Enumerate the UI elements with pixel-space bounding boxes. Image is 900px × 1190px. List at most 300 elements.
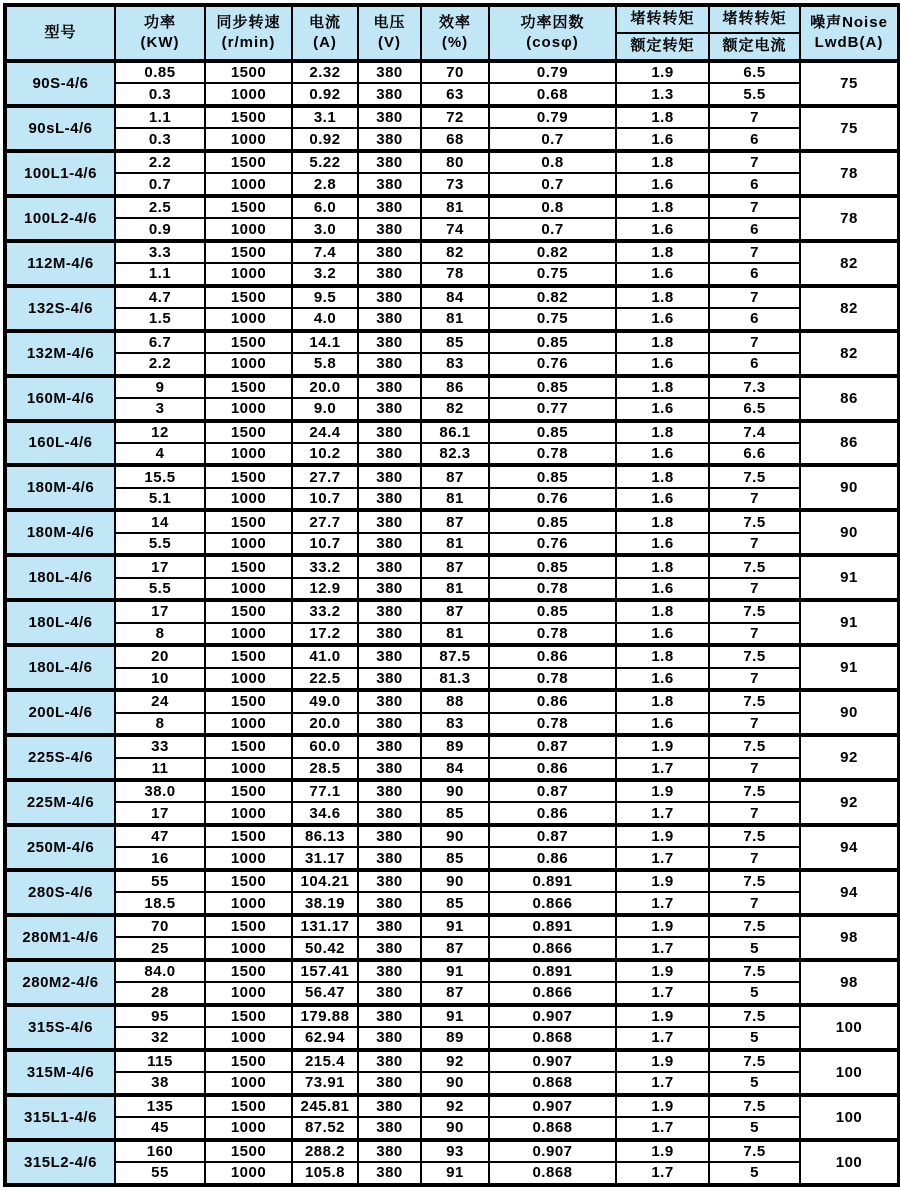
header-row [5,5,899,61]
current-ratio-cell: 7 [709,286,800,308]
power-factor-cell: 0.8 [489,196,616,218]
torque-ratio-cell: 1.6 [616,533,709,555]
model-cell: 280M2-4/6 [5,960,115,1005]
current-ratio-cell: 6 [709,128,800,150]
torque-ratio-cell: 1.6 [616,308,709,330]
current-cell: 0.92 [292,128,358,150]
table-row [5,623,899,645]
power-cell: 24 [115,690,205,712]
current-ratio-cell: 7 [709,758,800,780]
noise-cell: 82 [800,241,899,286]
voltage-cell: 380 [358,578,421,600]
current-ratio-cell: 7 [709,892,800,914]
torque-ratio-cell: 1.9 [616,780,709,802]
power-factor-cell: 0.85 [489,555,616,577]
current-cell: 28.5 [292,758,358,780]
table-row [5,83,899,105]
table-row [5,308,899,330]
power-factor-cell: 0.7 [489,173,616,195]
power-factor-cell: 0.78 [489,713,616,735]
power-cell: 1.1 [115,263,205,285]
speed-cell: 1500 [205,510,292,532]
header-model-label: 型号 [44,23,77,41]
table-row [5,106,899,128]
voltage-cell: 380 [358,1117,421,1139]
efficiency-cell: 82 [421,241,489,263]
torque-ratio-cell: 1.9 [616,825,709,847]
speed-cell: 1000 [205,398,292,420]
voltage-cell: 380 [358,1140,421,1162]
efficiency-cell: 91 [421,915,489,937]
current-cell: 10.7 [292,533,358,555]
current-cell: 38.19 [292,892,358,914]
current-ratio-cell: 7 [709,151,800,173]
table-row [5,398,899,420]
current-cell: 215.4 [292,1050,358,1072]
efficiency-cell: 72 [421,106,489,128]
table-row [5,1117,899,1139]
speed-cell: 1500 [205,61,292,83]
torque-ratio-cell: 1.8 [616,465,709,487]
torque-ratio-cell: 1.8 [616,286,709,308]
speed-cell: 1500 [205,1095,292,1117]
torque-ratio-cell: 1.7 [616,802,709,824]
power-factor-cell: 0.85 [489,600,616,622]
power-factor-cell: 0.79 [489,61,616,83]
voltage-cell: 380 [358,1072,421,1094]
voltage-cell: 380 [358,106,421,128]
power-factor-cell: 0.907 [489,1005,616,1027]
power-cell: 45 [115,1117,205,1139]
efficiency-cell: 80 [421,151,489,173]
power-cell: 160 [115,1140,205,1162]
current-ratio-cell: 7 [709,241,800,263]
current-ratio-cell: 5 [709,1117,800,1139]
power-cell: 5.5 [115,533,205,555]
current-ratio-cell: 7 [709,331,800,353]
table-row [5,937,899,959]
speed-cell: 1500 [205,690,292,712]
power-factor-cell: 0.891 [489,960,616,982]
power-cell: 15.5 [115,465,205,487]
voltage-cell: 380 [358,713,421,735]
voltage-cell: 380 [358,915,421,937]
speed-cell: 1000 [205,847,292,869]
table-row [5,286,899,308]
current-cell: 22.5 [292,668,358,690]
table-row [5,802,899,824]
model-cell: 180L-4/6 [5,555,115,600]
noise-cell: 75 [800,61,899,106]
power-cell: 6.7 [115,331,205,353]
speed-cell: 1500 [205,196,292,218]
efficiency-cell: 87 [421,555,489,577]
locked-torque-ratio-denominator: 额定转矩 [617,32,708,59]
current-ratio-cell: 7 [709,196,800,218]
current-cell: 9.5 [292,286,358,308]
noise-cell: 94 [800,870,899,915]
power-factor-cell: 0.85 [489,421,616,443]
table-row [5,1027,899,1049]
table-header [5,5,899,61]
power-factor-cell: 0.79 [489,106,616,128]
current-ratio-cell: 7.5 [709,1140,800,1162]
table-row [5,128,899,150]
noise-cell: 92 [800,735,899,780]
efficiency-cell: 83 [421,353,489,375]
table-row [5,713,899,735]
voltage-cell: 380 [358,600,421,622]
efficiency-cell: 73 [421,173,489,195]
current-ratio-cell: 5 [709,937,800,959]
torque-ratio-cell: 1.9 [616,735,709,757]
table-row [5,151,899,173]
voltage-cell: 380 [358,286,421,308]
efficiency-cell: 81 [421,623,489,645]
efficiency-cell: 81 [421,533,489,555]
power-cell: 5.5 [115,578,205,600]
speed-cell: 1500 [205,555,292,577]
power-cell: 16 [115,847,205,869]
speed-cell: 1000 [205,937,292,959]
speed-cell: 1000 [205,353,292,375]
speed-cell: 1500 [205,735,292,757]
power-factor-cell: 0.907 [489,1050,616,1072]
torque-ratio-cell: 1.6 [616,713,709,735]
table-row [5,1005,899,1027]
current-ratio-cell: 6 [709,263,800,285]
torque-ratio-cell: 1.6 [616,623,709,645]
current-ratio-cell: 7.5 [709,780,800,802]
speed-cell: 1500 [205,465,292,487]
torque-ratio-cell: 1.6 [616,398,709,420]
power-cell: 0.3 [115,83,205,105]
locked-current-ratio-denominator: 额定电流 [710,32,799,59]
voltage-cell: 380 [358,1162,421,1185]
torque-ratio-cell: 1.9 [616,1050,709,1072]
current-cell: 12.9 [292,578,358,600]
torque-ratio-cell: 1.9 [616,1005,709,1027]
efficiency-cell: 74 [421,218,489,240]
table-row [5,533,899,555]
torque-ratio-cell: 1.8 [616,645,709,667]
current-ratio-cell: 7.5 [709,645,800,667]
power-cell: 0.9 [115,218,205,240]
power-cell: 0.7 [115,173,205,195]
speed-cell: 1500 [205,600,292,622]
torque-ratio-cell: 1.7 [616,982,709,1004]
power-factor-cell: 0.87 [489,735,616,757]
voltage-cell: 380 [358,263,421,285]
power-factor-cell: 0.87 [489,780,616,802]
power-cell: 10 [115,668,205,690]
voltage-cell: 380 [358,61,421,83]
current-ratio-cell: 7.5 [709,1050,800,1072]
table-row [5,1140,899,1162]
current-ratio-cell: 6 [709,308,800,330]
noise-cell: 94 [800,825,899,870]
table-row [5,960,899,982]
efficiency-cell: 84 [421,758,489,780]
voltage-cell: 380 [358,331,421,353]
current-ratio-cell: 7.5 [709,870,800,892]
current-cell: 288.2 [292,1140,358,1162]
power-factor-cell: 0.68 [489,83,616,105]
speed-cell: 1500 [205,645,292,667]
voltage-cell: 380 [358,128,421,150]
voltage-cell: 380 [358,758,421,780]
speed-cell: 1000 [205,1162,292,1185]
header-power-factor: 功率因数 (cosφ) [489,5,616,61]
efficiency-cell: 87 [421,510,489,532]
header-locked-torque-ratio [616,5,709,61]
power-cell: 33 [115,735,205,757]
torque-ratio-cell: 1.7 [616,1162,709,1185]
current-ratio-cell: 7 [709,488,800,510]
table-row [5,241,899,263]
current-ratio-cell: 7 [709,106,800,128]
noise-cell: 82 [800,331,899,376]
noise-cell: 100 [800,1140,899,1186]
power-factor-cell: 0.868 [489,1072,616,1094]
current-cell: 20.0 [292,713,358,735]
speed-cell: 1000 [205,263,292,285]
efficiency-cell: 87 [421,982,489,1004]
model-cell: 315S-4/6 [5,1005,115,1050]
current-cell: 62.94 [292,1027,358,1049]
voltage-cell: 380 [358,308,421,330]
header-current: 电流 (A) [292,5,358,61]
locked-current-ratio-numerator: 堵转转矩 [722,10,787,28]
speed-cell: 1500 [205,241,292,263]
power-factor-cell: 0.891 [489,915,616,937]
power-factor-cell: 0.76 [489,488,616,510]
header-efficiency: 效率 (%) [421,5,489,61]
speed-cell: 1500 [205,1140,292,1162]
voltage-cell: 380 [358,1005,421,1027]
table-row [5,982,899,1004]
power-factor-cell: 0.75 [489,263,616,285]
efficiency-cell: 92 [421,1050,489,1072]
speed-cell: 1500 [205,421,292,443]
current-ratio-cell: 7.3 [709,376,800,398]
speed-cell: 1000 [205,668,292,690]
current-ratio-cell: 6 [709,173,800,195]
torque-ratio-cell: 1.8 [616,421,709,443]
model-cell: 100L2-4/6 [5,196,115,241]
power-factor-cell: 0.82 [489,286,616,308]
table-row [5,353,899,375]
efficiency-cell: 83 [421,713,489,735]
noise-cell: 86 [800,376,899,421]
torque-ratio-cell: 1.8 [616,196,709,218]
voltage-cell: 380 [358,533,421,555]
table-row [5,780,899,802]
efficiency-cell: 89 [421,735,489,757]
power-factor-cell: 0.75 [489,308,616,330]
power-factor-cell: 0.85 [489,376,616,398]
current-ratio-cell: 7 [709,533,800,555]
torque-ratio-cell: 1.6 [616,668,709,690]
torque-ratio-cell: 1.9 [616,1140,709,1162]
table-row [5,488,899,510]
torque-ratio-cell: 1.9 [616,870,709,892]
torque-ratio-cell: 1.6 [616,263,709,285]
power-cell: 84.0 [115,960,205,982]
power-factor-cell: 0.866 [489,937,616,959]
power-factor-cell: 0.77 [489,398,616,420]
noise-cell: 98 [800,960,899,1005]
current-cell: 77.1 [292,780,358,802]
current-cell: 10.7 [292,488,358,510]
model-cell: 200L-4/6 [5,690,115,735]
current-cell: 24.4 [292,421,358,443]
current-ratio-cell: 7.5 [709,555,800,577]
speed-cell: 1500 [205,286,292,308]
efficiency-cell: 81 [421,578,489,600]
current-cell: 31.17 [292,847,358,869]
model-cell: 315L2-4/6 [5,1140,115,1186]
current-ratio-cell: 7 [709,847,800,869]
voltage-cell: 380 [358,555,421,577]
speed-cell: 1000 [205,443,292,465]
table-row [5,331,899,353]
power-cell: 38.0 [115,780,205,802]
current-cell: 14.1 [292,331,358,353]
current-cell: 3.2 [292,263,358,285]
torque-ratio-cell: 1.6 [616,578,709,600]
table-row [5,892,899,914]
power-factor-cell: 0.868 [489,1027,616,1049]
speed-cell: 1000 [205,1117,292,1139]
current-cell: 73.91 [292,1072,358,1094]
model-cell: 132S-4/6 [5,286,115,331]
torque-ratio-cell: 1.6 [616,218,709,240]
current-cell: 245.81 [292,1095,358,1117]
speed-cell: 1500 [205,1050,292,1072]
current-cell: 33.2 [292,555,358,577]
speed-cell: 1000 [205,308,292,330]
power-cell: 0.3 [115,128,205,150]
table-row [5,421,899,443]
current-ratio-cell: 7.5 [709,465,800,487]
current-cell: 2.8 [292,173,358,195]
power-factor-cell: 0.78 [489,443,616,465]
power-cell: 18.5 [115,892,205,914]
locked-torque-ratio-numerator: 堵转转矩 [630,10,695,28]
power-factor-cell: 0.87 [489,825,616,847]
efficiency-cell: 84 [421,286,489,308]
power-cell: 28 [115,982,205,1004]
power-factor-cell: 0.868 [489,1162,616,1185]
speed-cell: 1000 [205,758,292,780]
power-cell: 70 [115,915,205,937]
voltage-cell: 380 [358,151,421,173]
power-cell: 0.85 [115,61,205,83]
power-factor-cell: 0.86 [489,758,616,780]
model-cell: 180M-4/6 [5,465,115,510]
table-row [5,600,899,622]
noise-cell: 90 [800,690,899,735]
torque-ratio-cell: 1.8 [616,600,709,622]
power-cell: 5.1 [115,488,205,510]
current-cell: 27.7 [292,465,358,487]
current-ratio-cell: 7.5 [709,510,800,532]
voltage-cell: 380 [358,870,421,892]
torque-ratio-cell: 1.8 [616,106,709,128]
current-cell: 5.8 [292,353,358,375]
model-cell: 100L1-4/6 [5,151,115,196]
speed-cell: 1000 [205,533,292,555]
header-voltage: 电压 (V) [358,5,421,61]
current-ratio-cell: 5.5 [709,83,800,105]
torque-ratio-cell: 1.6 [616,443,709,465]
table-row [5,173,899,195]
voltage-cell: 380 [358,780,421,802]
power-factor-cell: 0.866 [489,892,616,914]
power-cell: 20 [115,645,205,667]
current-ratio-cell: 6.6 [709,443,800,465]
efficiency-cell: 89 [421,1027,489,1049]
table-row [5,61,899,83]
model-cell: 225S-4/6 [5,735,115,780]
voltage-cell: 380 [358,173,421,195]
torque-ratio-cell: 1.6 [616,128,709,150]
noise-cell: 92 [800,780,899,825]
efficiency-cell: 91 [421,1005,489,1027]
efficiency-cell: 68 [421,128,489,150]
torque-ratio-cell: 1.9 [616,1095,709,1117]
efficiency-cell: 87 [421,465,489,487]
voltage-cell: 380 [358,802,421,824]
voltage-cell: 380 [358,353,421,375]
speed-cell: 1500 [205,960,292,982]
voltage-cell: 380 [358,83,421,105]
torque-ratio-cell: 1.8 [616,510,709,532]
speed-cell: 1000 [205,83,292,105]
voltage-cell: 380 [358,847,421,869]
current-cell: 4.0 [292,308,358,330]
efficiency-cell: 87.5 [421,645,489,667]
current-cell: 34.6 [292,802,358,824]
table-row [5,735,899,757]
power-cell: 135 [115,1095,205,1117]
current-ratio-cell: 7 [709,802,800,824]
speed-cell: 1000 [205,173,292,195]
table-row [5,870,899,892]
torque-ratio-cell: 1.7 [616,892,709,914]
torque-ratio-cell: 1.8 [616,555,709,577]
speed-cell: 1500 [205,915,292,937]
power-factor-cell: 0.85 [489,510,616,532]
voltage-cell: 380 [358,735,421,757]
voltage-cell: 380 [358,690,421,712]
speed-cell: 1500 [205,106,292,128]
torque-ratio-cell: 1.7 [616,1027,709,1049]
noise-cell: 91 [800,600,899,645]
efficiency-cell: 85 [421,847,489,869]
power-cell: 3.3 [115,241,205,263]
power-cell: 4.7 [115,286,205,308]
table-row [5,825,899,847]
speed-cell: 1500 [205,1005,292,1027]
speed-cell: 1500 [205,376,292,398]
current-cell: 9.0 [292,398,358,420]
efficiency-cell: 63 [421,83,489,105]
model-cell: 180L-4/6 [5,600,115,645]
table-row [5,915,899,937]
noise-cell: 100 [800,1050,899,1095]
